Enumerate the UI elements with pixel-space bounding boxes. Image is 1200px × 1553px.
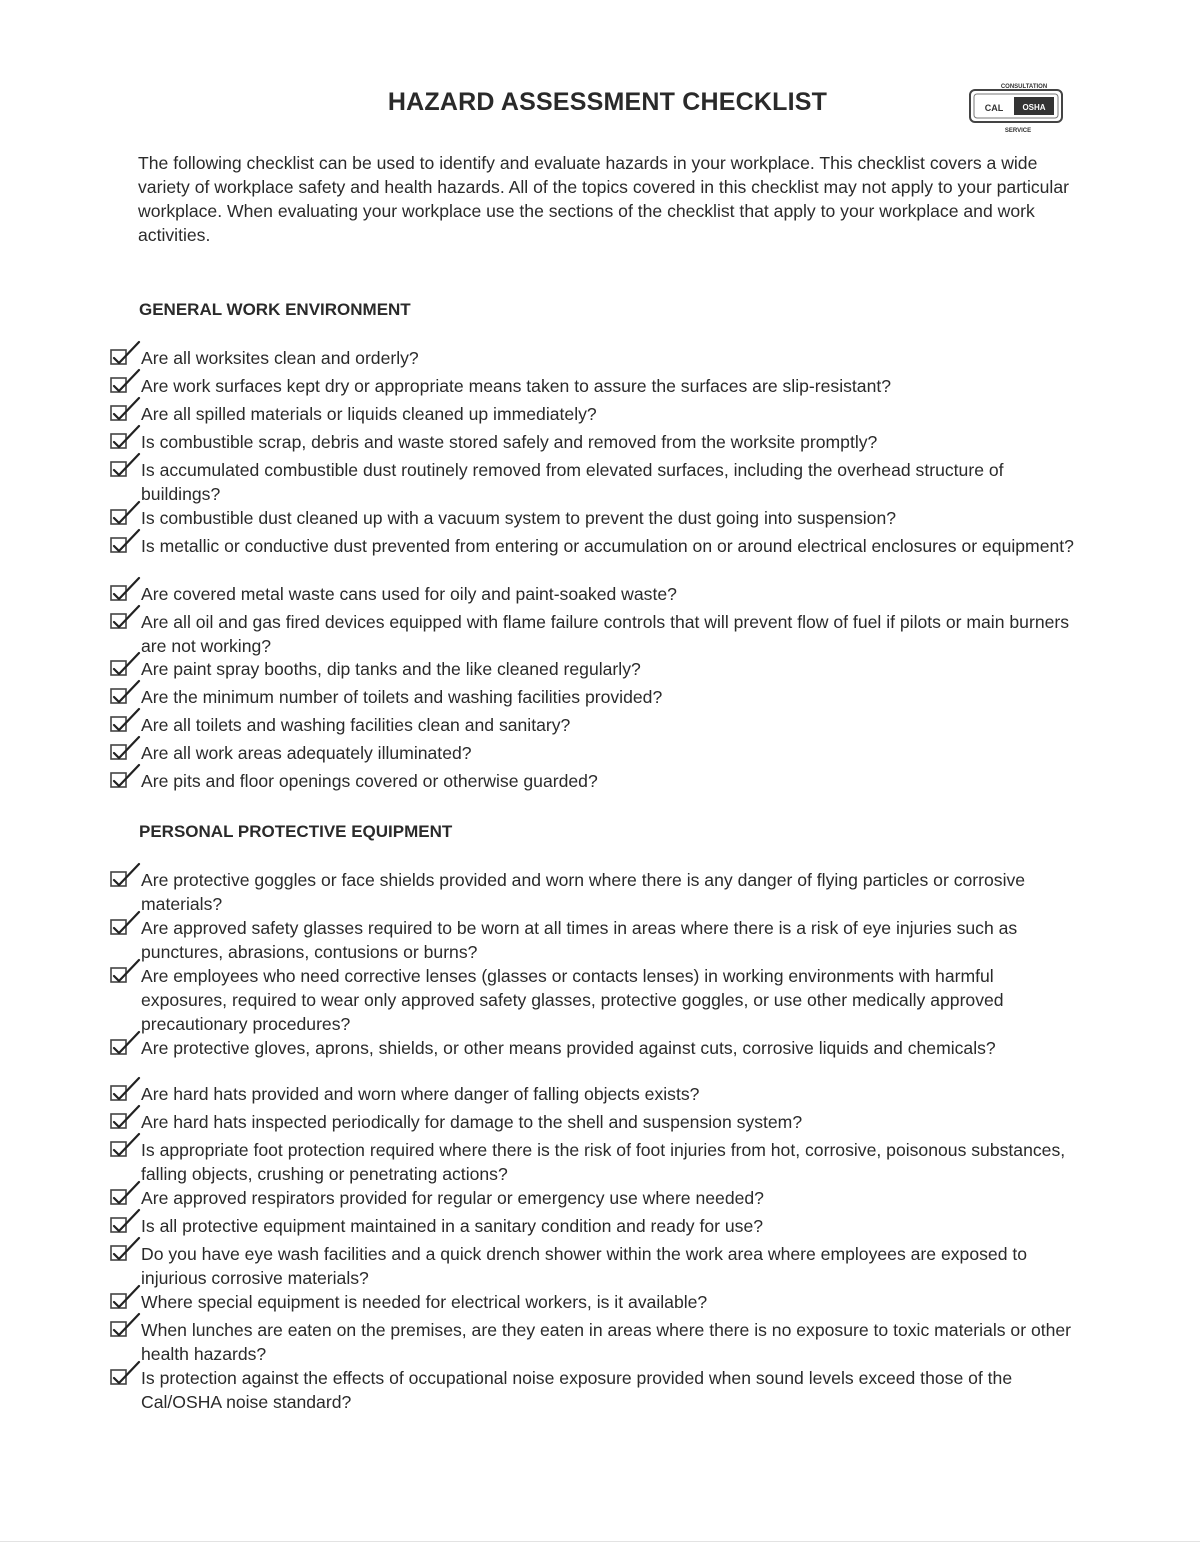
- section-heading-ppe: PERSONAL PROTECTIVE EQUIPMENT: [139, 822, 453, 841]
- checklist-item: [141, 964, 1081, 1036]
- checklist-item-text: Are all oil and gas fired devices equipped with flame failure controls that will prevent flow of fuel if pilots or main burners are not working?: [141, 612, 1070, 656]
- checklist-item-text: Are the minimum number of toilets and washing facilities provided?: [141, 687, 663, 707]
- checked-box-icon[interactable]: [109, 862, 145, 894]
- checklist-item-text: Are covered metal waste cans used for oily and paint-soaked waste?: [141, 584, 677, 604]
- checklist-item-text: Are employees who need corrective lenses (glasses or contacts lenses) in working environments with harmful exposures, required to wear only approved safety glasses, protective goggles, or use other medically approved precautionary procedures?: [141, 966, 1004, 1034]
- page-title: HAZARD ASSESSMENT CHECKLIST: [387, 88, 828, 116]
- checked-box-icon[interactable]: [109, 1236, 145, 1268]
- checklist-item: [141, 1138, 1081, 1186]
- checklist-item: [141, 1082, 1081, 1106]
- logo-right-text: OSHA: [1022, 103, 1046, 112]
- checklist-item: [141, 1036, 1081, 1060]
- checklist-item-text: Is combustible dust cleaned up with a vacuum system to prevent the dust going into suspension?: [141, 508, 897, 528]
- cal-osha-logo: [962, 80, 1072, 136]
- checklist-item: [141, 916, 1081, 964]
- checklist-item-text: Are approved safety glasses required to be worn at all times in areas where there is a risk of eye injuries such as punctures, abrasions, contusions or burns?: [141, 918, 1018, 962]
- checklist-item-text: Where special equipment is needed for electrical workers, is it available?: [141, 1292, 708, 1312]
- checklist-item-text: Are pits and floor openings covered or otherwise guarded?: [141, 771, 598, 791]
- checklist-item: [141, 713, 1081, 737]
- checklist-item: [141, 430, 1081, 454]
- checklist-item: [141, 1110, 1081, 1134]
- checklist-item-text: Are all worksites clean and orderly?: [141, 348, 419, 368]
- checklist-item-text: Is combustible scrap, debris and waste stored safely and removed from the worksite promptly?: [141, 432, 878, 452]
- checked-box-icon[interactable]: [109, 452, 145, 484]
- checked-box-icon[interactable]: [109, 910, 145, 942]
- checked-box-icon[interactable]: [109, 958, 145, 990]
- checked-box-icon[interactable]: [109, 528, 145, 560]
- checklist-item-text: Is accumulated combustible dust routinely removed from elevated surfaces, including the overhead structure of buildings?: [141, 460, 1004, 504]
- checklist-item-text: Are paint spray booths, dip tanks and the like cleaned regularly?: [141, 659, 641, 679]
- checklist-item-text: Are hard hats provided and worn where danger of falling objects exists?: [141, 1084, 700, 1104]
- checklist-item-text: Is appropriate foot protection required where there is the risk of foot injuries from hot, corrosive, poisonous substances, falling objects, crushing or penetrating actions?: [141, 1140, 1066, 1184]
- checklist-item: [141, 1214, 1081, 1238]
- checklist-item-text: Is metallic or conductive dust prevented from entering or accumulation on or around electrical enclosures or equipment?: [141, 536, 1074, 556]
- logo-left-text: CAL: [984, 103, 1004, 113]
- checklist-item-text: Are all spilled materials or liquids cleaned up immediately?: [141, 404, 597, 424]
- checklist-item: [141, 534, 1081, 558]
- checklist-item-text: Is protection against the effects of occupational noise exposure provided when sound levels exceed those of the Cal/OSHA noise standard?: [141, 1368, 1013, 1412]
- checked-box-icon[interactable]: [109, 763, 145, 795]
- checked-box-icon[interactable]: [109, 1360, 145, 1392]
- checklist-item-text: Is all protective equipment maintained in a sanitary condition and ready for use?: [141, 1216, 764, 1236]
- checked-box-icon[interactable]: [109, 1030, 145, 1062]
- checklist-item-text: Are protective gloves, aprons, shields, or other means provided against cuts, corrosive liquids and chemicals?: [141, 1038, 996, 1058]
- checklist-item: [141, 402, 1081, 426]
- checklist-item: [141, 346, 1081, 370]
- checklist-item: [141, 1318, 1081, 1366]
- checklist-item: [141, 1366, 1081, 1414]
- checklist-item-text: Do you have eye wash facilities and a quick drench shower within the work area where employees are exposed to injurious corrosive materials?: [141, 1244, 1028, 1288]
- section-heading-general: GENERAL WORK ENVIRONMENT: [139, 300, 411, 319]
- checklist-item: [141, 685, 1081, 709]
- checklist-item-text: Are all toilets and washing facilities clean and sanitary?: [141, 715, 571, 735]
- checklist-item: [141, 610, 1081, 658]
- checklist-item: [141, 458, 1081, 506]
- logo-bottom-text: SERVICE: [1004, 128, 1032, 134]
- checklist-item: [141, 582, 1081, 606]
- checklist-item-text: Are approved respirators provided for regular or emergency use where needed?: [141, 1188, 764, 1208]
- checklist-item: [141, 657, 1081, 681]
- page-bottom-divider: [0, 1541, 1200, 1542]
- checklist-item-text: When lunches are eaten on the premises, are they eaten in areas where there is no exposure to toxic materials or other health hazards?: [141, 1320, 1072, 1364]
- checklist-item-text: Are work surfaces kept dry or appropriate means taken to assure the surfaces are slip-resistant?: [141, 376, 892, 396]
- checklist-item-text: Are hard hats inspected periodically for damage to the shell and suspension system?: [141, 1112, 803, 1132]
- checklist-item: [141, 374, 1081, 398]
- checklist-item: [141, 741, 1081, 765]
- intro-paragraph: The following checklist can be used to identify and evaluate hazards in your workplace. This checklist covers a wide variety of workplace safety and health hazards. All of the topics covered in this checklist may not apply to your particular workplace. When evaluating your workplace use the sections of the checklist that apply to your workplace and work activities.: [138, 153, 1069, 245]
- checklist-item: [141, 506, 1081, 530]
- checked-box-icon[interactable]: [109, 1312, 145, 1344]
- checklist-item: [141, 1290, 1081, 1314]
- checklist-item: [141, 769, 1081, 793]
- checklist-item: [141, 1186, 1081, 1210]
- checked-box-icon[interactable]: [109, 1132, 145, 1164]
- checklist-item-text: Are protective goggles or face shields provided and worn where there is any danger of flying particles or corrosive materials?: [141, 870, 1026, 914]
- checklist-item: [141, 1242, 1081, 1290]
- checklist-item: [141, 868, 1081, 916]
- checklist-item-text: Are all work areas adequately illuminated?: [141, 743, 472, 763]
- logo-top-text: CONSULTATION: [1000, 84, 1048, 90]
- checked-box-icon[interactable]: [109, 604, 145, 636]
